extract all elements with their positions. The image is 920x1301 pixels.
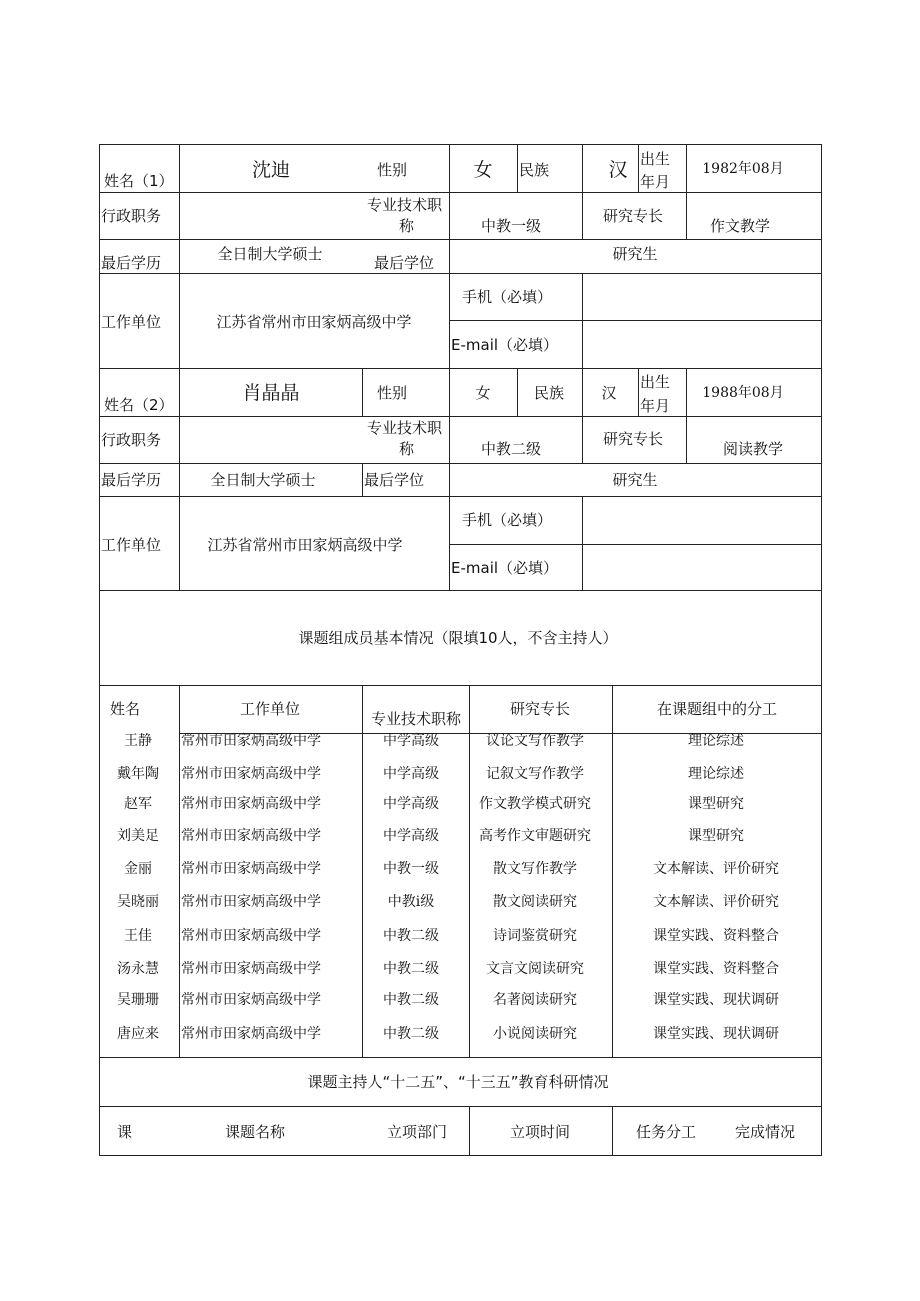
professional-title-label: 称: [399, 440, 415, 458]
member-professional-title: 中教二级: [383, 1026, 439, 1042]
header-work-unit: 工作单位: [239, 700, 301, 718]
degree-label: 最后学位: [364, 471, 425, 489]
member-professional-title: 中教二级: [383, 928, 439, 944]
member-work-unit: 常州市田家炳高级中学: [181, 828, 321, 844]
member-specialty: 小说阅读研究: [493, 1026, 577, 1042]
specialty-label: 研究专长: [602, 430, 664, 448]
specialty-value: 阅读教学: [722, 440, 784, 458]
member-professional-title: 中教二级: [383, 992, 439, 1008]
admin-position-label: 行政职务: [101, 431, 162, 449]
member-professional-title: 中教一级: [383, 861, 439, 877]
gender-value: 女: [475, 384, 491, 402]
birth-label: 年月: [640, 173, 671, 191]
member-specialty: 议论文写作教学: [486, 733, 584, 749]
education-label: 最后学历: [101, 471, 162, 489]
member-work-unit: 常州市田家炳高级中学: [181, 992, 321, 1008]
gender-label: 性别: [377, 161, 408, 179]
member-name: 唐应来: [117, 1026, 159, 1042]
work-unit-value: 江苏省常州市田家炳高级中学: [207, 536, 403, 554]
professional-title-label: 专业技术职: [367, 196, 443, 214]
member-specialty: 文言文阅读研究: [486, 961, 584, 977]
member-work-unit: 常州市田家炳高级中学: [181, 733, 321, 749]
header-approving-department: 立项部门: [387, 1123, 448, 1141]
member-work-unit: 常州市田家炳高级中学: [181, 766, 321, 782]
member-role: 文本解读、评价研究: [653, 894, 779, 910]
header-professional-title: 专业技术职称: [370, 710, 462, 728]
professional-title-value: 中教二级: [480, 440, 542, 458]
member-role: 理论综述: [688, 766, 744, 782]
professional-title-label: 称: [399, 217, 415, 235]
admin-position-label: 行政职务: [101, 207, 162, 225]
member-role: 课堂实践、资料整合: [653, 961, 779, 977]
work-unit-value: 江苏省常州市田家炳高级中学: [216, 313, 412, 331]
member-specialty: 作文教学模式研究: [479, 796, 591, 812]
work-unit-label: 工作单位: [101, 536, 162, 554]
header-specialty: 研究专长: [509, 700, 571, 718]
member-work-unit: 常州市田家炳高级中学: [181, 1026, 321, 1042]
member-work-unit: 常州市田家炳高级中学: [181, 928, 321, 944]
birth-label: 年月: [640, 397, 671, 415]
birth-value: 1988年08月: [702, 385, 784, 401]
member-professional-title: 中学高级: [383, 796, 439, 812]
member-work-unit: 常州市田家炳高级中学: [181, 796, 321, 812]
member-specialty: 名著阅读研究: [493, 992, 577, 1008]
education-label: 最后学历: [101, 254, 162, 272]
birth-value: 1982年08月: [702, 161, 784, 177]
name-value: 沈迪: [251, 159, 291, 181]
member-role: 课型研究: [688, 828, 744, 844]
birth-label: 出生: [640, 373, 671, 391]
degree-value: 研究生: [612, 245, 658, 263]
specialty-label: 研究专长: [602, 207, 664, 225]
name-label: 姓名（2）: [104, 396, 174, 414]
education-value: 全日制大学硕士: [210, 471, 316, 489]
members-section-title: 课题组成员基本情况（限填10人，不含主持人）: [298, 629, 618, 647]
ethnicity-label: 民族: [534, 384, 565, 402]
member-name: 戴年陶: [117, 766, 159, 782]
degree-label: 最后学位: [374, 254, 435, 272]
email-label: E-mail（必填）: [451, 559, 559, 577]
member-professional-title: 中教二级: [383, 961, 439, 977]
phone-label: 手机（必填）: [461, 511, 553, 529]
member-role: 课型研究: [688, 796, 744, 812]
member-specialty: 记叙文写作教学: [486, 766, 584, 782]
phone-label: 手机（必填）: [461, 288, 553, 306]
ethnicity-label: 民族: [519, 161, 550, 179]
professional-title-label: 专业技术职: [367, 419, 443, 437]
work-unit-label: 工作单位: [101, 313, 162, 331]
birth-label: 出生: [640, 150, 671, 168]
member-specialty: 散文写作教学: [493, 861, 577, 877]
member-name: 王静: [124, 733, 152, 749]
header-approval-date: 立项时间: [509, 1123, 571, 1141]
degree-value: 研究生: [612, 471, 658, 489]
member-professional-title: 中学高级: [383, 828, 439, 844]
header-research-col-1: 课: [117, 1123, 133, 1141]
member-role: 课堂实践、现状调研: [653, 992, 779, 1008]
member-name: 王佳: [124, 928, 152, 944]
specialty-value: 作文教学: [709, 217, 771, 235]
member-role: 课堂实践、资料整合: [653, 928, 779, 944]
member-work-unit: 常州市田家炳高级中学: [181, 894, 321, 910]
name-value: 肖晶晶: [242, 382, 300, 404]
professional-title-value: 中教一级: [480, 217, 542, 235]
member-work-unit: 常州市田家炳高级中学: [181, 861, 321, 877]
name-label: 姓名（1）: [104, 172, 174, 190]
member-professional-title: 中学高级: [383, 733, 439, 749]
member-name: 刘美足: [117, 828, 159, 844]
gender-value: 女: [473, 159, 493, 181]
member-specialty: 诗词鉴赏研究: [493, 928, 577, 944]
member-role: 理论综述: [688, 733, 744, 749]
header-project-name: 课题名称: [225, 1123, 286, 1141]
member-role: 课堂实践、现状调研: [653, 1026, 779, 1042]
member-specialty: 高考作文审题研究: [479, 828, 591, 844]
member-work-unit: 常州市田家炳高级中学: [181, 961, 321, 977]
header-task-division: 任务分工: [636, 1123, 697, 1141]
email-label: E-mail（必填）: [451, 336, 559, 354]
ethnicity-value: 汉: [608, 159, 628, 181]
member-name: 金丽: [124, 861, 152, 877]
member-name: 汤永慧: [117, 961, 159, 977]
header-name: 姓名: [110, 700, 141, 718]
member-specialty: 散文阅读研究: [493, 894, 577, 910]
research-section-title: 课题主持人“十二五”、“十三五”教育科研情况: [307, 1073, 609, 1091]
member-name: 吴珊珊: [117, 992, 159, 1008]
header-role: 在课题组中的分工: [656, 700, 778, 718]
member-name: 赵军: [124, 796, 152, 812]
gender-label: 性别: [377, 384, 408, 402]
education-value: 全日制大学硕士: [217, 245, 323, 263]
ethnicity-value: 汉: [601, 384, 617, 402]
header-completion-status: 完成情况: [735, 1123, 796, 1141]
member-name: 吴晓丽: [117, 894, 159, 910]
member-professional-title: 中学高级: [383, 766, 439, 782]
member-role: 文本解读、评价研究: [653, 861, 779, 877]
member-professional-title: 中教i级: [387, 894, 435, 910]
